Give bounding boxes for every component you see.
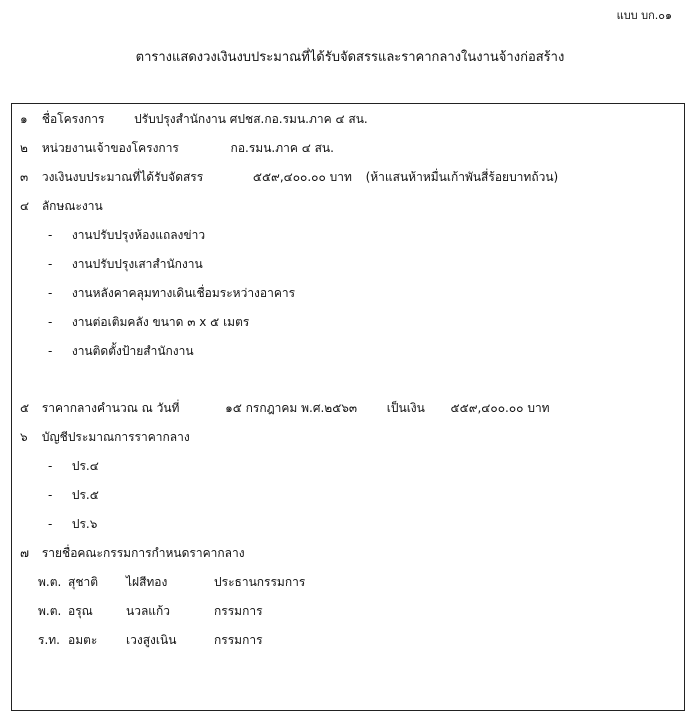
budget-amount: ๕๕๙,๔๐๐.๐๐ (252, 170, 326, 184)
bullet-dash: - (48, 459, 53, 473)
section-number: ๓ (20, 170, 29, 184)
budget-amount-text: (ห้าแสนห้าหมื่นเก้าพันสี่ร้อยบาทถ้วน) (365, 170, 559, 184)
section-number: ๗ (20, 546, 30, 560)
section-2-owner-agency (20, 139, 334, 157)
estimate-item-text: ปร.๔ (71, 459, 99, 473)
section-number: ๑ (20, 112, 28, 126)
section-5-median-price (20, 399, 550, 417)
form-code: แบบ บก.๐๑ (616, 9, 672, 22)
project-name-value: ปรับปรุงสำนักงาน ศปชส.กอ.รมน.ภาค ๔ สน. (134, 112, 368, 126)
member-rank: ร.ท. (38, 633, 60, 647)
member-role: กรรมการ (214, 633, 263, 647)
work-item (48, 226, 205, 244)
work-item (48, 313, 249, 331)
owner-agency-label: หน่วยงานเจ้าของโครงการ (41, 141, 179, 155)
section-4-work-type (20, 197, 103, 215)
bullet-dash: - (48, 344, 53, 358)
section-3-budget (20, 168, 558, 186)
median-price-unit: บาท (527, 401, 550, 415)
member-role: ประธานกรรมการ (214, 575, 306, 589)
work-item (48, 255, 203, 273)
member-last-name: เวงสูงเนิน (126, 633, 177, 647)
section-1-project-name (20, 110, 368, 128)
work-item-text: งานหลังคาคลุมทางเดินเชื่อมระหว่างอาคาร (71, 286, 296, 300)
bullet-dash: - (48, 228, 53, 242)
member-rank: พ.ต. (38, 604, 62, 618)
bullet-dash: - (48, 315, 53, 329)
median-price-amount: ๕๕๙,๔๐๐.๐๐ (450, 401, 524, 415)
work-type-label: ลักษณะงาน (41, 199, 103, 213)
work-item-text: งานปรับปรุงห้องแถลงข่าว (71, 228, 206, 242)
owner-agency-value: กอ.รมน.ภาค ๔ สน. (230, 141, 334, 155)
estimate-item (48, 486, 99, 504)
bullet-dash: - (48, 488, 53, 502)
work-item-text: งานต่อเติมคลัง ขนาด ๓ x ๕ เมตร (71, 315, 250, 329)
member-first-name: อมตะ (68, 633, 98, 647)
member-role: กรรมการ (214, 604, 263, 618)
member-first-name: สุชาติ (68, 575, 98, 589)
median-price-label: ราคากลางคำนวณ ณ วันที่ (41, 401, 180, 415)
document-frame (11, 103, 685, 711)
estimate-item-text: ปร.๕ (71, 488, 99, 502)
median-price-amount-label: เป็นเงิน (386, 401, 425, 415)
budget-label: วงเงินงบประมาณที่ได้รับจัดสรร (41, 170, 204, 184)
bullet-dash: - (48, 286, 53, 300)
work-item-text: งานปรับปรุงเสาสำนักงาน (71, 257, 203, 271)
estimate-item (48, 515, 97, 533)
section-number: ๖ (20, 430, 28, 444)
median-price-date: ๑๕ กรกฎาคม พ.ศ.๒๕๖๓ (225, 401, 358, 415)
section-number: ๔ (20, 199, 30, 213)
committee-member (38, 573, 358, 591)
member-first-name: อรุณ (68, 604, 93, 618)
committee-label: รายชื่อคณะกรรมการกำหนดราคากลาง (41, 546, 245, 560)
work-item (48, 342, 194, 360)
section-number: ๒ (20, 141, 28, 155)
estimate-item-text: ปร.๖ (71, 517, 98, 531)
member-last-name: นวลแก้ว (126, 604, 171, 618)
section-6-estimate-list (20, 428, 190, 446)
committee-member (38, 631, 358, 649)
work-item (48, 284, 295, 302)
committee-member (38, 602, 358, 620)
page-title: ตารางแสดงวงเงินงบประมาณที่ได้รับจัดสรรและราคากลางในงานจ้างก่อสร้าง (135, 50, 565, 65)
estimate-list-label: บัญชีประมาณการราคากลาง (41, 430, 190, 444)
budget-unit: บาท (329, 170, 352, 184)
member-rank: พ.ต. (38, 575, 62, 589)
section-number: ๕ (20, 401, 30, 415)
estimate-item (48, 457, 99, 475)
work-item-text: งานติดตั้งป้ายสำนักงาน (71, 344, 194, 358)
bullet-dash: - (48, 257, 53, 271)
project-name-label: ชื่อโครงการ (41, 112, 105, 126)
bullet-dash: - (48, 517, 53, 531)
member-last-name: ไฝสีทอง (126, 575, 168, 589)
section-7-committee (20, 544, 245, 562)
